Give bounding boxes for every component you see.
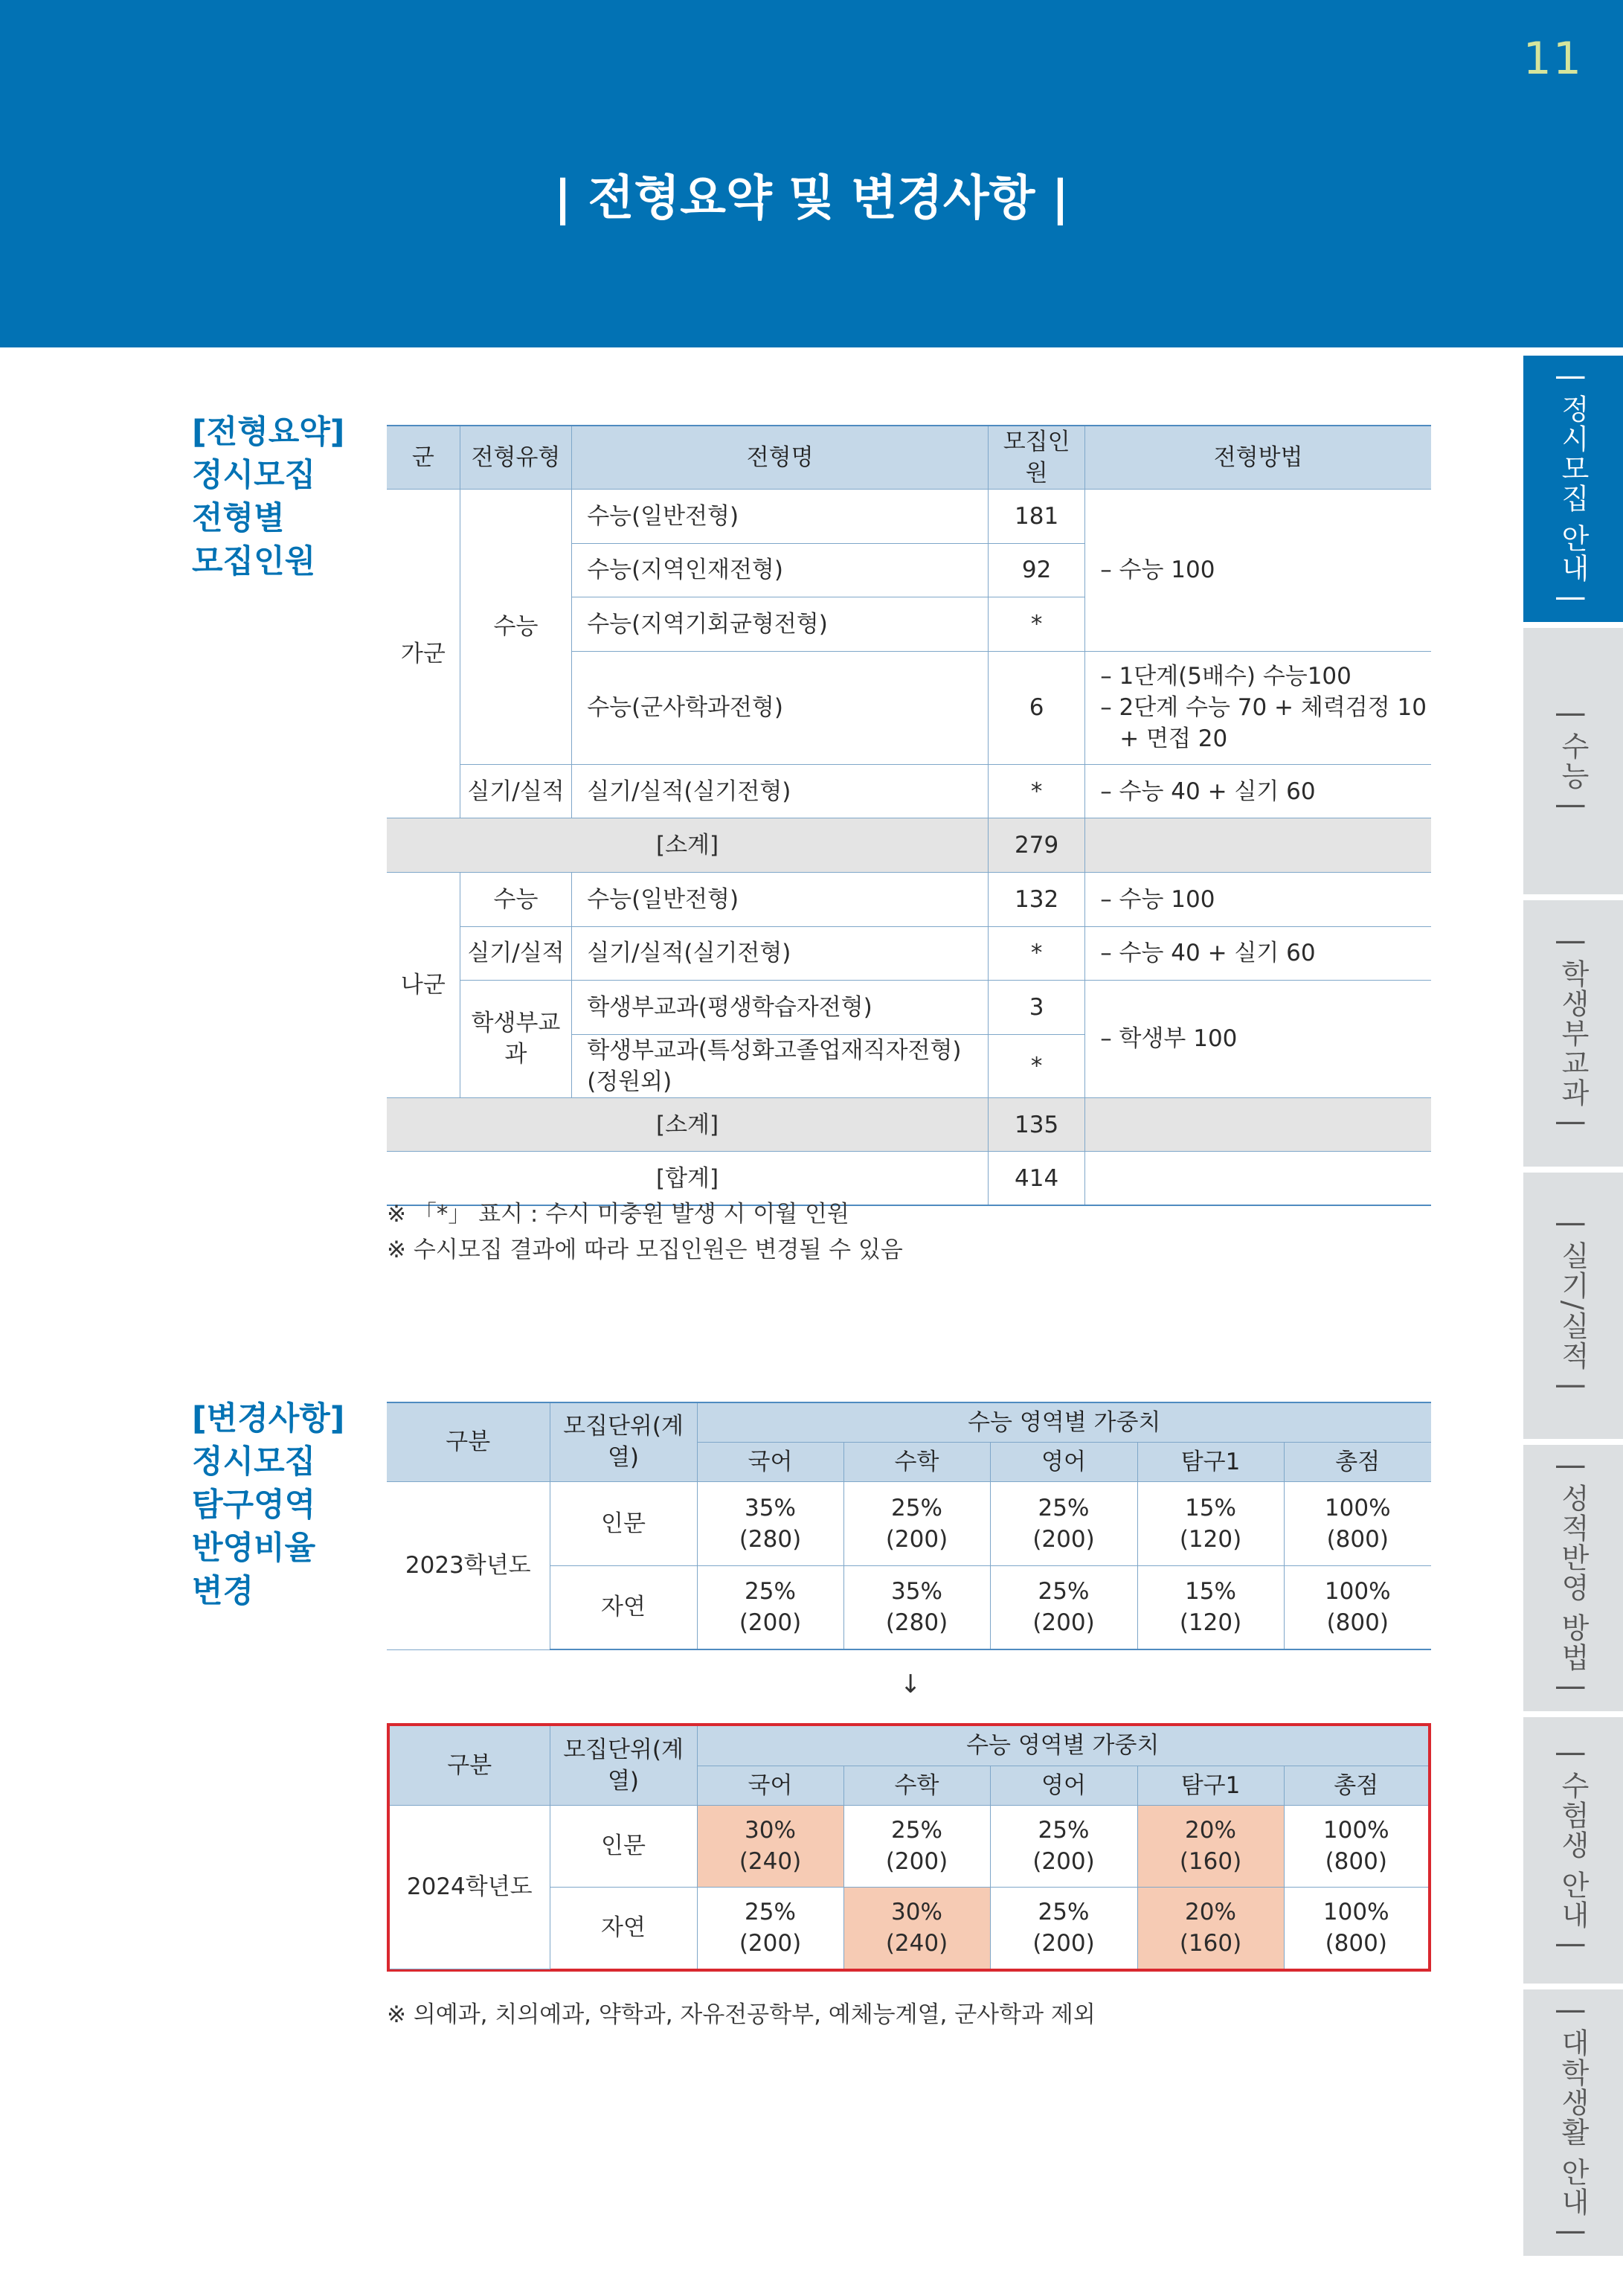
total-value: 414 xyxy=(989,1152,1085,1206)
col-header-count: 모집인원 xyxy=(989,426,1085,490)
subtotal-label: [소계] xyxy=(387,818,989,873)
note-subject-to-change: ※ 수시모집 결과에 따라 모집인원은 변경될 수 있음 xyxy=(387,1237,903,1263)
weight-cell: 25% (200) xyxy=(990,1805,1137,1887)
unit-cell: 인문 xyxy=(550,1805,697,1887)
group-ga: 가군 xyxy=(387,490,460,818)
table-row xyxy=(387,872,1431,926)
weight-cell: 35% (280) xyxy=(697,1481,843,1565)
weight-cell: 25% (200) xyxy=(843,1805,990,1887)
weights-table-2023 xyxy=(387,1402,1431,1650)
method-cell: – 수능 100 xyxy=(1085,872,1431,926)
count-cell: 132 xyxy=(989,872,1085,926)
col-header-inquiry: 탐구1 xyxy=(1137,1442,1284,1481)
weight-cell: 100% (800) xyxy=(1284,1805,1428,1887)
count-cell: * xyxy=(989,926,1085,981)
total-label: [합계] xyxy=(387,1152,989,1206)
summary-table xyxy=(387,425,1431,1206)
subtotal-label: [소계] xyxy=(387,1097,989,1152)
side-tab-nav xyxy=(1523,356,1623,2262)
weight-cell: 15% (120) xyxy=(1137,1565,1284,1649)
weight-cell-changed: 30% (240) xyxy=(843,1887,990,1969)
note-carryover: ※ 「*」 표시 : 수시 미충원 발생 시 이월 인원 xyxy=(387,1201,849,1228)
method-cell: – 1단계(5배수) 수능100 – 2단계 수능 70 + 체력검정 10 + 면접 20 xyxy=(1085,651,1431,764)
name-cell: 실기/실적(실기전형) xyxy=(572,764,989,818)
count-cell: 92 xyxy=(989,543,1085,597)
col-header-method: 전형방법 xyxy=(1085,426,1431,490)
unit-cell: 자연 xyxy=(550,1887,697,1969)
weight-cell: 25% (200) xyxy=(697,1565,843,1649)
col-header-math: 수학 xyxy=(843,1766,990,1805)
weight-cell: 25% (200) xyxy=(990,1565,1137,1649)
weight-cell: 100% (800) xyxy=(1284,1565,1431,1649)
name-cell: 수능(지역인재전형) xyxy=(572,543,989,597)
col-header-category: 구분 xyxy=(390,1726,550,1805)
table-header-row xyxy=(387,1402,1431,1442)
col-header-inquiry: 탐구1 xyxy=(1137,1766,1284,1805)
side-tab-jeongsi-guide[interactable]: | 정시모집 안내 | xyxy=(1523,356,1623,622)
col-header-korean: 국어 xyxy=(697,1766,843,1805)
count-cell: * xyxy=(989,597,1085,652)
weight-cell: 100% (800) xyxy=(1284,1481,1431,1565)
year-cell: 2023학년도 xyxy=(387,1481,550,1649)
col-header-weights: 수능 영역별 가중치 xyxy=(697,1402,1431,1442)
table-row xyxy=(387,926,1431,981)
col-header-category: 구분 xyxy=(387,1402,550,1481)
summary-section-title: [전형요약] 정시모집 전형별 모집인원 xyxy=(192,414,345,580)
weight-cell: 25% (200) xyxy=(990,1481,1137,1565)
count-cell: * xyxy=(989,764,1085,818)
name-cell: 학생부교과(특성화고졸업재직자전형)(정원외) xyxy=(572,1034,989,1097)
weight-cell-changed: 30% (240) xyxy=(697,1805,843,1887)
table-header-row xyxy=(387,426,1431,490)
col-header-total: 총점 xyxy=(1284,1766,1428,1805)
weight-cell: 35% (280) xyxy=(843,1565,990,1649)
col-header-name: 전형명 xyxy=(572,426,989,490)
subtotal-value: 135 xyxy=(989,1097,1085,1152)
side-tab-applicant-guide[interactable]: | 수험생 안내 | xyxy=(1523,1717,1623,1984)
name-cell: 수능(군사학과전형) xyxy=(572,651,989,764)
unit-cell: 자연 xyxy=(550,1565,697,1649)
col-header-group: 군 xyxy=(387,426,460,490)
weight-cell: 100% (800) xyxy=(1284,1887,1428,1969)
weight-cell: 25% (200) xyxy=(990,1887,1137,1969)
page-header xyxy=(0,0,1623,347)
weight-cell: 25% (200) xyxy=(697,1887,843,1969)
side-tab-campus-life[interactable]: | 대학생활 안내 | xyxy=(1523,1989,1623,2256)
method-cell: – 수능 40 + 실기 60 xyxy=(1085,764,1431,818)
col-header-math: 수학 xyxy=(843,1442,990,1481)
count-cell: 181 xyxy=(989,490,1085,544)
method-cell: – 수능 100 xyxy=(1085,490,1431,652)
col-header-unit: 모집단위(계열) xyxy=(550,1402,697,1481)
down-arrow-icon: ↓ xyxy=(900,1670,922,1699)
name-cell: 학생부교과(평생학습자전형) xyxy=(572,981,989,1035)
name-cell: 수능(지역기회균형전형) xyxy=(572,597,989,652)
weight-cell-changed: 20% (160) xyxy=(1137,1887,1284,1969)
subtotal-row xyxy=(387,1097,1431,1152)
col-header-korean: 국어 xyxy=(697,1442,843,1481)
name-cell: 수능(일반전형) xyxy=(572,872,989,926)
col-header-total: 총점 xyxy=(1284,1442,1431,1481)
unit-cell: 인문 xyxy=(550,1481,697,1565)
table-row xyxy=(387,764,1431,818)
subtotal-row xyxy=(387,818,1431,873)
method-cell: – 수능 40 + 실기 60 xyxy=(1085,926,1431,981)
col-header-weights: 수능 영역별 가중치 xyxy=(697,1726,1428,1766)
page-title: | 전형요약 및 변경사항 | xyxy=(553,171,1070,226)
col-header-english: 영어 xyxy=(990,1766,1137,1805)
weights-table-2024-frame xyxy=(387,1723,1431,1972)
count-cell: 3 xyxy=(989,981,1085,1035)
group-na: 나군 xyxy=(387,872,460,1097)
name-cell: 실기/실적(실기전형) xyxy=(572,926,989,981)
col-header-english: 영어 xyxy=(990,1442,1137,1481)
weight-cell: 25% (200) xyxy=(843,1481,990,1565)
table-header-row xyxy=(390,1726,1428,1766)
col-header-unit: 모집단위(계열) xyxy=(550,1726,697,1805)
count-cell: * xyxy=(989,1034,1085,1097)
name-cell: 수능(일반전형) xyxy=(572,490,989,544)
table-row xyxy=(387,981,1431,1035)
type-cell: 수능 xyxy=(460,872,571,926)
year-cell: 2024학년도 xyxy=(390,1805,550,1969)
table-row xyxy=(390,1805,1428,1887)
weight-cell-changed: 20% (160) xyxy=(1137,1805,1284,1887)
page-number: 11 xyxy=(1523,33,1583,85)
side-tab-score-method[interactable]: | 성적반영 방법 | xyxy=(1523,1445,1623,1711)
subtotal-value: 279 xyxy=(989,818,1085,873)
side-tab-hakgyo[interactable]: | 학생부교과 | xyxy=(1523,900,1623,1167)
method-cell: – 학생부 100 xyxy=(1085,981,1431,1098)
side-tab-suneung[interactable]: | 수능 | xyxy=(1523,628,1623,894)
type-cell: 실기/실적 xyxy=(460,764,571,818)
weight-cell: 15% (120) xyxy=(1137,1481,1284,1565)
count-cell: 6 xyxy=(989,651,1085,764)
table-row xyxy=(387,490,1431,544)
weights-table-2024 xyxy=(390,1726,1428,1969)
side-tab-silgi[interactable]: | 실기/실적 | xyxy=(1523,1173,1623,1439)
type-cell: 학생부교과 xyxy=(460,981,571,1098)
changes-section-title: [변경사항] 정시모집 탐구영역 반영비율 변경 xyxy=(192,1400,345,1610)
type-cell: 수능 xyxy=(460,490,571,765)
note-exclusions: ※ 의예과, 치의예과, 약학과, 자유전공학부, 예체능계열, 군사학과 제외 xyxy=(387,2001,1096,2028)
col-header-type: 전형유형 xyxy=(460,426,571,490)
type-cell: 실기/실적 xyxy=(460,926,571,981)
table-row xyxy=(387,1481,1431,1565)
